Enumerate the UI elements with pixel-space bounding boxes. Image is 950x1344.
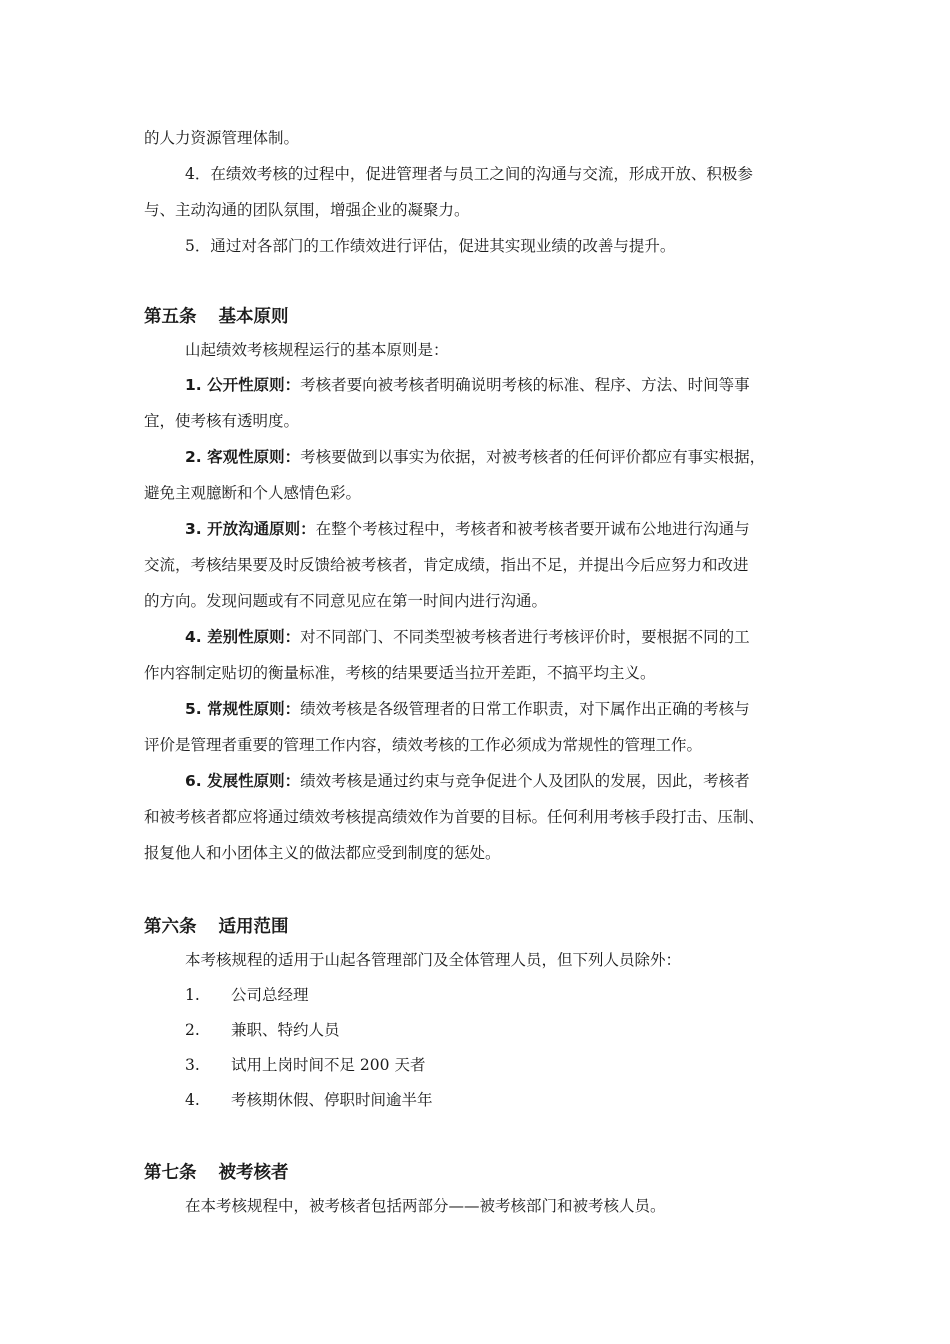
principle-line	[185, 771, 750, 791]
section7-heading	[144, 1159, 289, 1184]
list-item-text: 公司总经理	[231, 986, 309, 1004]
principle-line: 报复他人和小团体主义的做法都应受到制度的惩处。	[144, 844, 501, 862]
principle-line: 交流，考核结果要及时反馈给被考核者，肯定成绩，指出不足，并提出今后应努力和改进	[144, 556, 749, 574]
list-item	[185, 985, 309, 1005]
principle-line	[185, 699, 750, 719]
principle-label: 3. 开放沟通原则：	[185, 520, 316, 538]
principle-line: 作内容制定贴切的衡量标准，考核的结果要适当拉开差距，不搞平均主义。	[144, 664, 656, 682]
principle-text: 考核者要向被考核者明确说明考核的标准、程序、方法、时间等事	[300, 376, 750, 394]
list-item	[185, 1020, 340, 1040]
section6-number: 第六条	[144, 917, 197, 937]
section6-heading	[144, 913, 289, 938]
list-item-number: 4.	[185, 1091, 200, 1109]
section5-number: 第五条	[144, 307, 197, 327]
principle-text: 对不同部门、不同类型被考核者进行考核评价时，要根据不同的工	[300, 628, 750, 646]
principle-text: 绩效考核是各级管理者的日常工作职责，对下属作出正确的考核与	[300, 700, 750, 718]
principle-text: 在整个考核过程中，考核者和被考核者要开诚布公地进行沟通与	[315, 520, 750, 538]
list-item-text: 兼职、特约人员	[231, 1021, 340, 1039]
list-item-number: 3.	[185, 1056, 200, 1074]
section5-title: 基本原则	[218, 307, 289, 327]
principle-line: 评价是管理者重要的管理工作内容，绩效考核的工作必须成为常规性的管理工作。	[144, 736, 703, 754]
principle-line: 避免主观臆断和个人感情色彩。	[144, 484, 362, 502]
intro-line: 5．通过对各部门的工作绩效进行评估，促进其实现业绩的改善与提升。	[185, 237, 676, 255]
principle-text: 考核要做到以事实为依据，对被考核者的任何评价都应有事实根据，	[300, 448, 766, 466]
principle-label: 4. 差别性原则：	[185, 628, 301, 646]
principle-label: 2. 客观性原则：	[185, 448, 301, 466]
list-item-text: 考核期休假、停职时间逾半年	[231, 1091, 433, 1109]
principle-label: 5. 常规性原则：	[185, 700, 301, 718]
section7-lead: 在本考核规程中，被考核者包括两部分——被考核部门和被考核人员。	[185, 1197, 666, 1215]
section7-title: 被考核者	[218, 1163, 289, 1183]
principle-line: 宜，使考核有透明度。	[144, 412, 300, 430]
section6-title: 适用范围	[218, 917, 289, 937]
intro-line: 的人力资源管理体制。	[144, 129, 300, 147]
section6-lead: 本考核规程的适用于山起各管理部门及全体管理人员，但下列人员除外：	[185, 951, 682, 969]
list-item-number: 2.	[185, 1021, 200, 1039]
principle-line	[185, 447, 765, 467]
principle-label: 1. 公开性原则：	[185, 376, 301, 394]
section5-heading	[144, 303, 289, 328]
principle-label: 6. 发展性原则：	[185, 772, 301, 790]
list-item-text: 试用上岗时间不足 200 天者	[231, 1056, 426, 1074]
principle-line	[185, 375, 750, 395]
section7-number: 第七条	[144, 1163, 197, 1183]
list-item-number: 1.	[185, 986, 200, 1004]
intro-line: 与、主动沟通的团队氛围，增强企业的凝聚力。	[144, 201, 470, 219]
principle-line: 的方向。发现问题或有不同意见应在第一时间内进行沟通。	[144, 592, 548, 610]
intro-line: 4．在绩效考核的过程中，促进管理者与员工之间的沟通与交流，形成开放、积极参	[185, 165, 753, 183]
list-item	[185, 1090, 433, 1110]
principle-line: 和被考核者都应将通过绩效考核提高绩效作为首要的目标。任何利用考核手段打击、压制、	[144, 808, 765, 826]
principle-text: 绩效考核是通过约束与竞争促进个人及团队的发展，因此，考核者	[300, 772, 750, 790]
list-item	[185, 1055, 425, 1075]
principle-line	[185, 519, 750, 539]
section5-lead: 山起绩效考核规程运行的基本原则是：	[185, 341, 449, 359]
principle-line	[185, 627, 750, 647]
